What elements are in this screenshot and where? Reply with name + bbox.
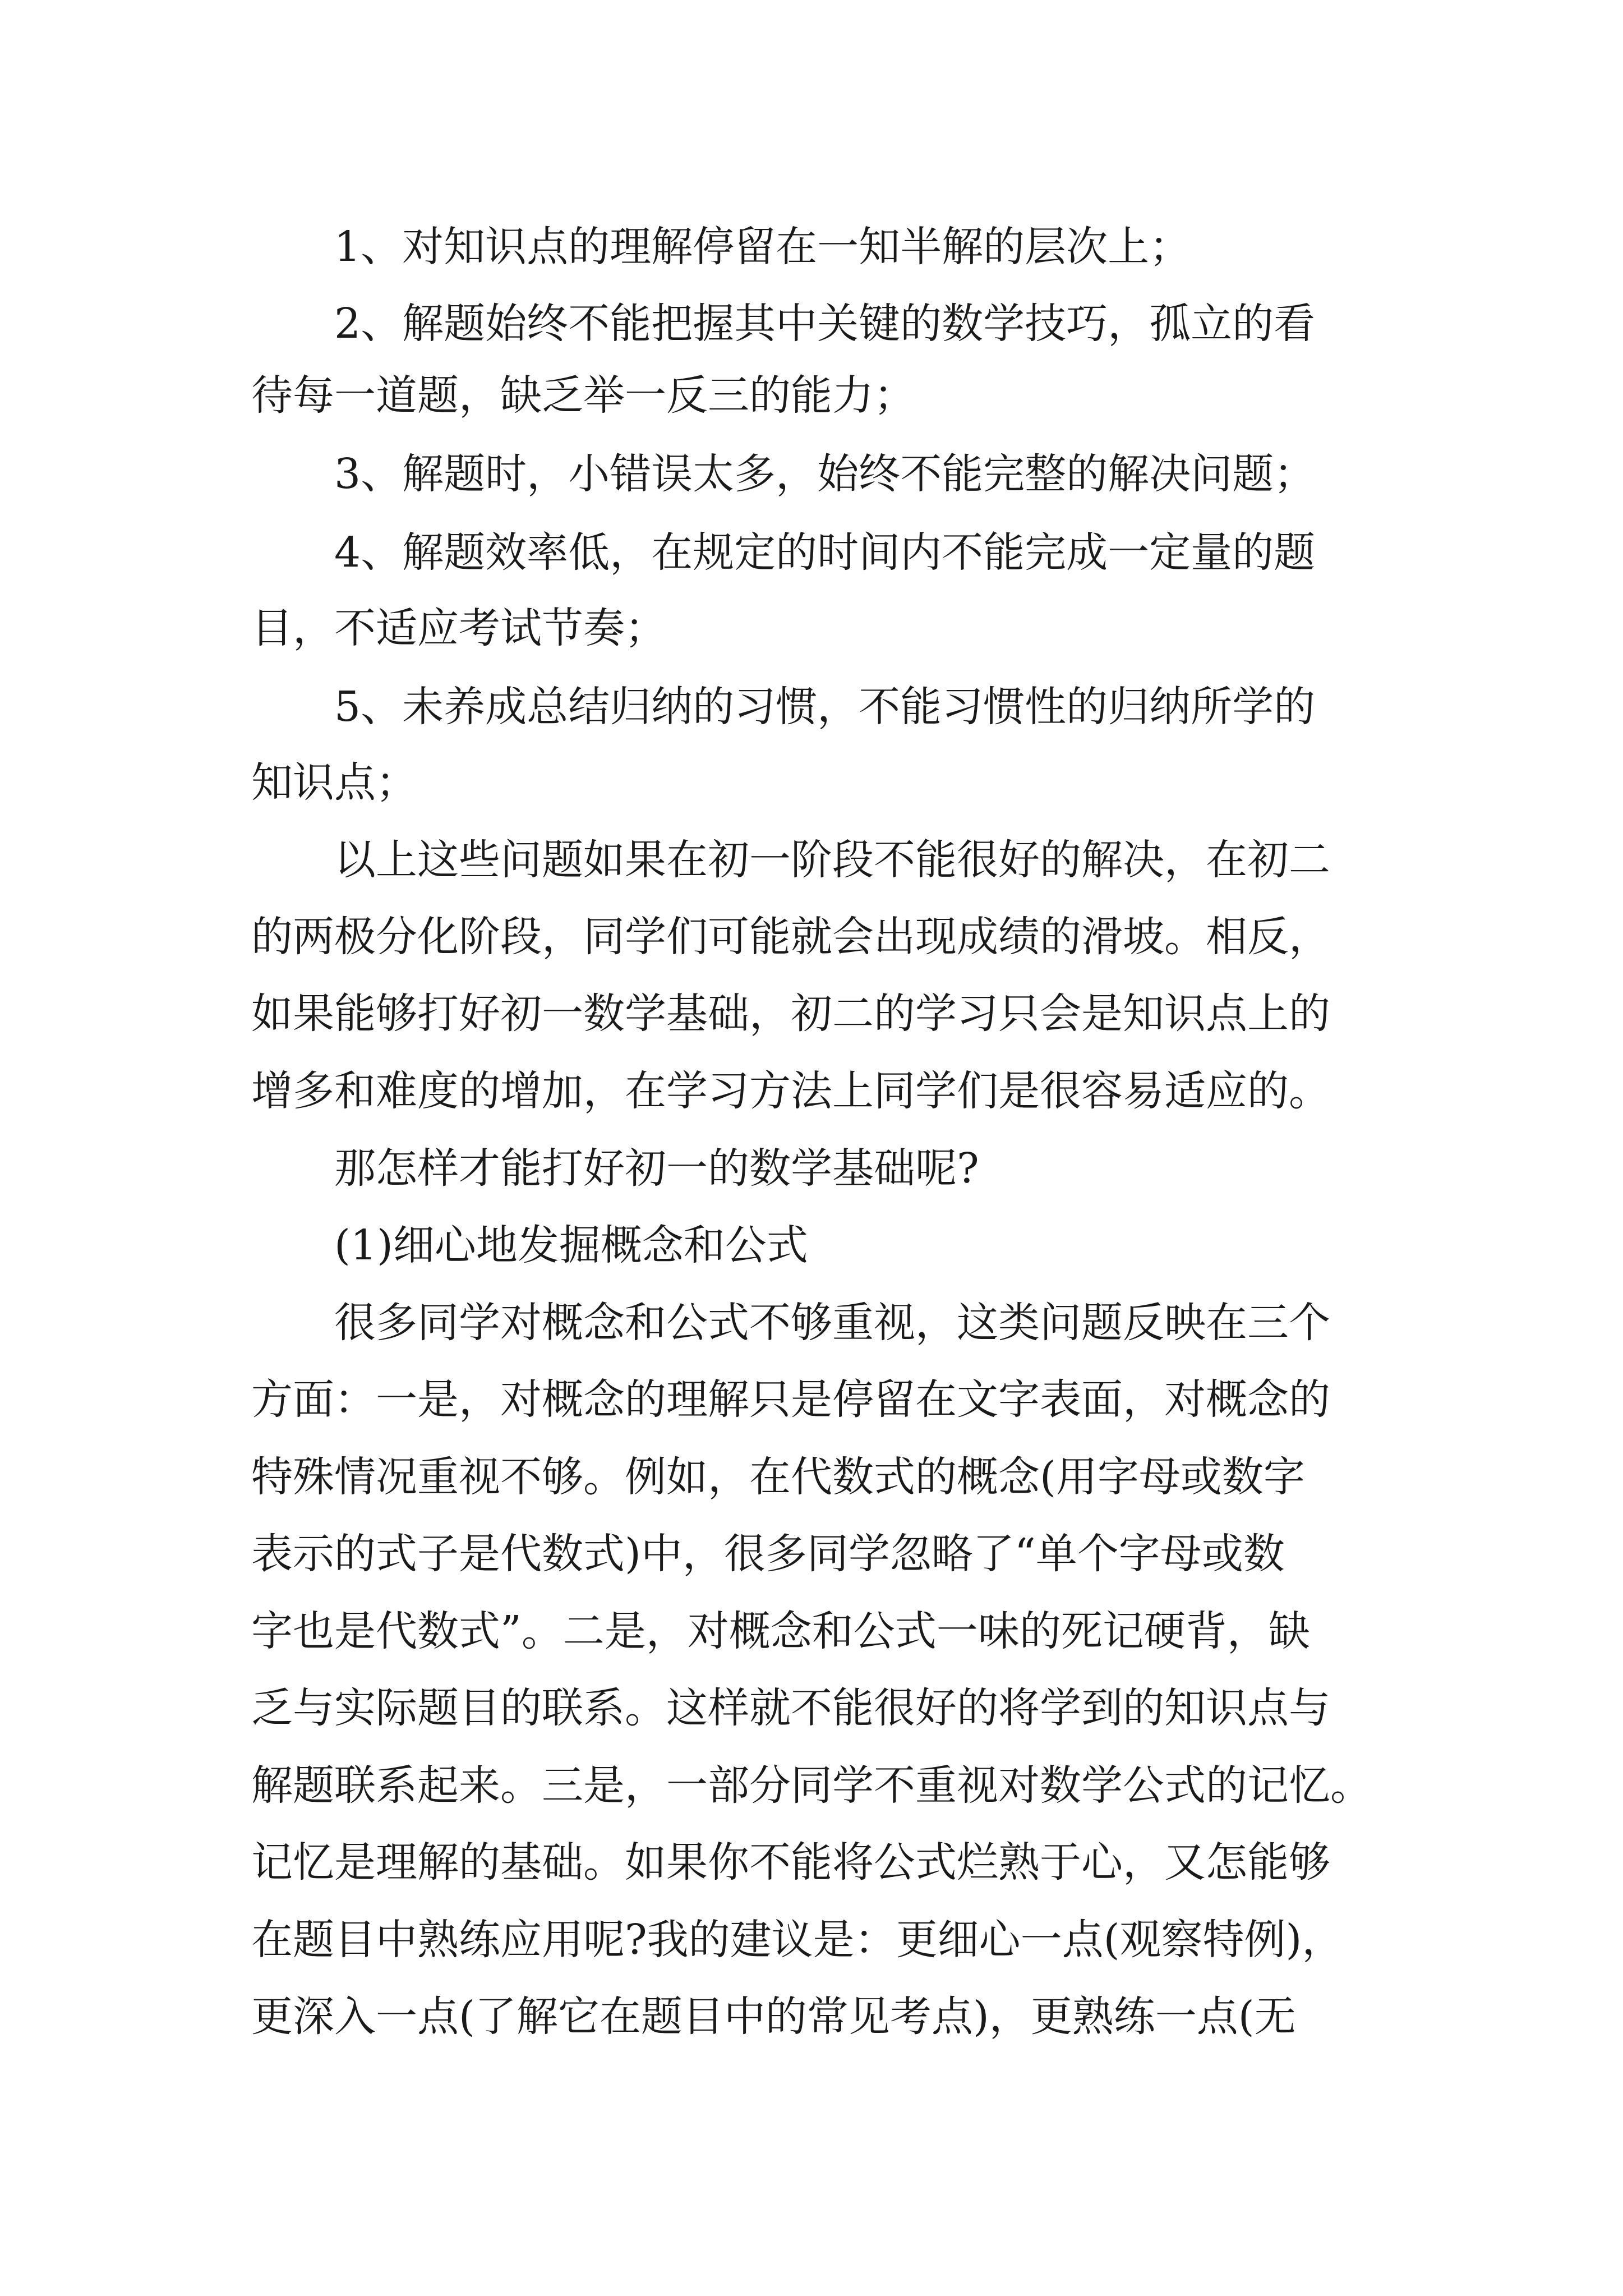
paragraph-line: 增多和难度的增加，在学习方法上同学们是很容易适应的。: [251, 1067, 1330, 1115]
paragraph-line: 很多同学对概念和公式不够重视，这类问题反映在三个: [334, 1299, 1330, 1347]
paragraph-line: 的两极分化阶段，同学们可能就会出现成绩的滑坡。相反，: [251, 913, 1330, 961]
paragraph-line: 特殊情况重视不够。例如，在代数式的概念(用字母或数字: [251, 1453, 1305, 1501]
paragraph-line: 方面：一是，对概念的理解只是停留在文字表面，对概念的: [251, 1375, 1330, 1424]
paragraph-line: 以上这些问题如果在初一阶段不能很好的解决，在初二: [334, 836, 1330, 884]
list-item-2-line-2: 待每一道题，缺乏举一反三的能力；: [251, 371, 915, 420]
paragraph-line: 乏与实际题目的联系。这样就不能很好的将学到的知识点与: [251, 1684, 1330, 1732]
list-item-2-line-1: 2、解题始终不能把握其中关键的数学技巧，孤立的看: [334, 300, 1316, 348]
list-item-5-line-2: 知识点；: [251, 758, 417, 807]
paragraph-line: 字也是代数式”。二是，对概念和公式一味的死记硬背，缺: [251, 1607, 1310, 1655]
paragraph-line: 更深入一点(了解它在题目中的常见考点)，更熟练一点(无: [251, 1993, 1296, 2041]
section-heading: (1)细心地发掘概念和公式: [334, 1221, 808, 1269]
paragraph-line: 如果能够打好初一数学基础，初二的学习只会是知识点上的: [251, 990, 1330, 1038]
list-item-3: 3、解题时，小错误太多，始终不能完整的解决问题；: [334, 450, 1316, 498]
list-item-4-line-1: 4、解题效率低，在规定的时间内不能完成一定量的题: [334, 528, 1316, 577]
paragraph-line: 记忆是理解的基础。如果你不能将公式烂熟于心，又怎能够: [251, 1838, 1330, 1887]
paragraph-line: 在题目中熟练应用呢?我的建议是：更细心一点(观察特例)，: [251, 1916, 1344, 1964]
list-item-4-line-2: 目，不适应考试节奏；: [251, 604, 666, 652]
list-item-1: 1、对知识点的理解停留在一知半解的层次上；: [334, 223, 1191, 271]
paragraph-line: 解题联系起来。三是，一部分同学不重视对数学公式的记忆。: [251, 1761, 1372, 1810]
question-line: 那怎样才能打好初一的数学基础呢?: [334, 1144, 979, 1193]
list-item-5-line-1: 5、未养成总结归纳的习惯，不能习惯性的归纳所学的: [334, 683, 1316, 731]
paragraph-line: 表示的式子是代数式)中，很多同学忽略了“单个字母或数: [251, 1530, 1285, 1578]
